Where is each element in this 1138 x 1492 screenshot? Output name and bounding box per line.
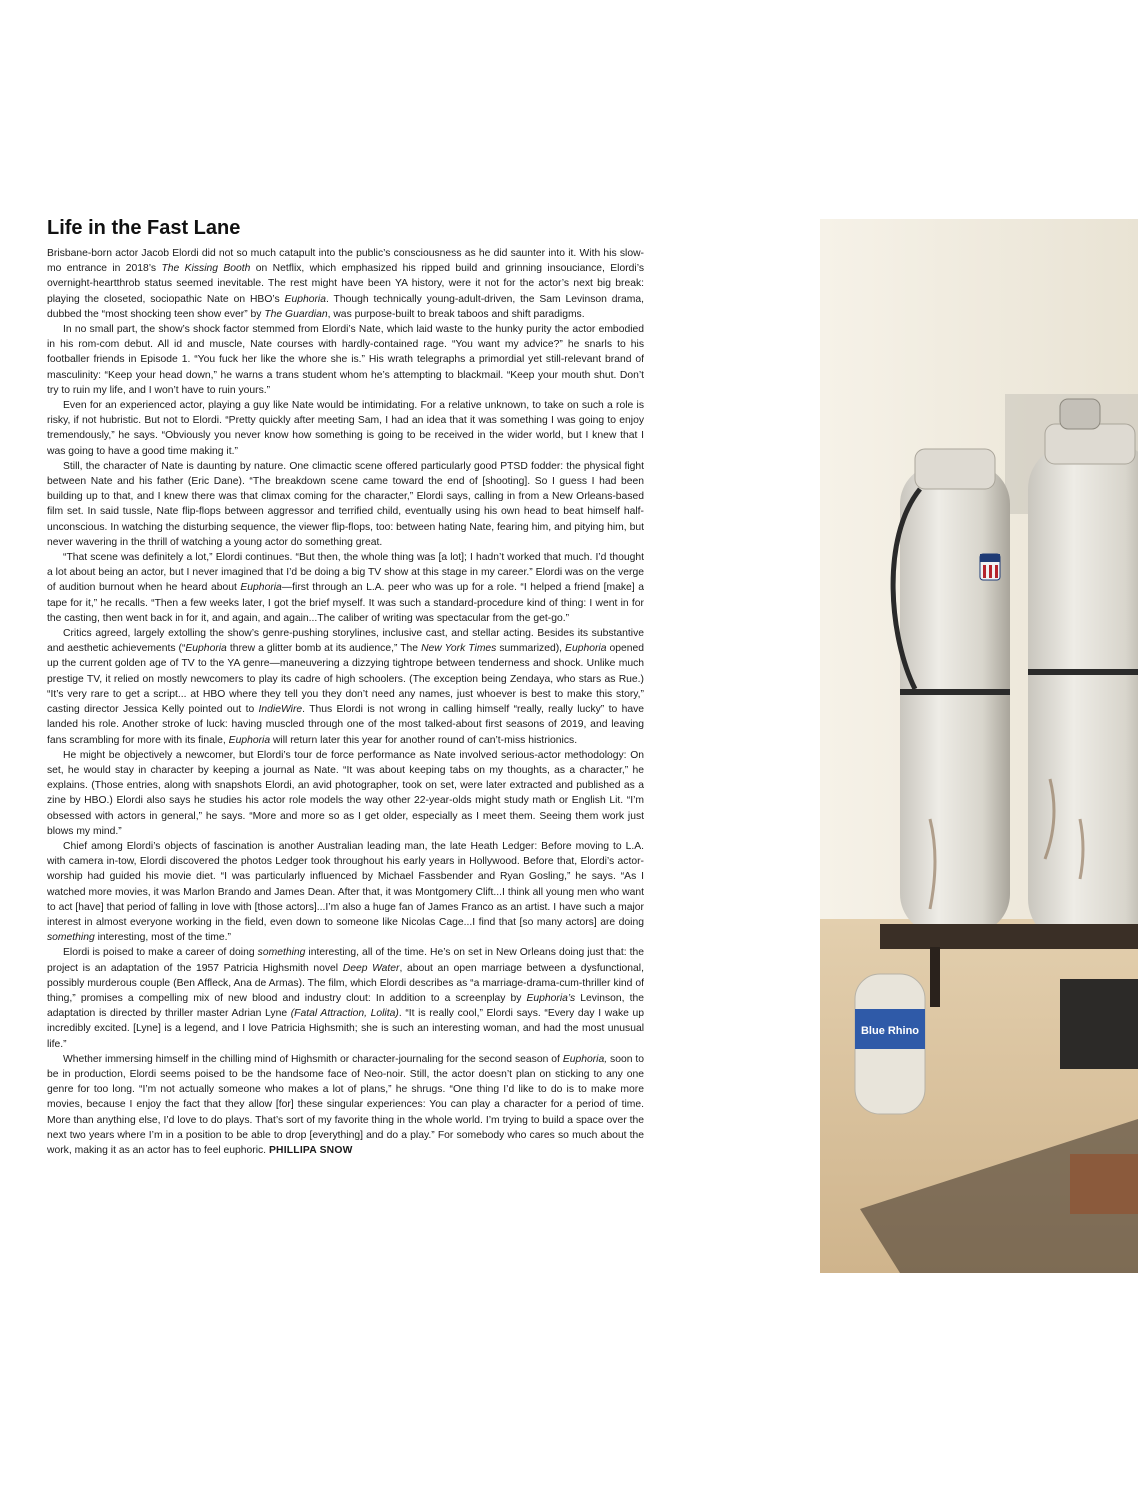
article-paragraph: [47, 626, 644, 748]
article-paragraph: [47, 748, 644, 839]
article-paragraph: [47, 322, 644, 398]
italic-text: New York Times: [421, 643, 497, 655]
paragraph-text: . “It is really cool,” Elordi says. “Every day I wake up incredibly excited. [Lyne] is a legend, and I love Patricia Highsmith; she is such an interesting woman, and had the most unusual life.”: [47, 1008, 645, 1050]
tank-rack: [880, 924, 1138, 949]
tank-left-body: [900, 464, 1010, 934]
hitch: [1060, 979, 1138, 1069]
paragraph-text: Still, the character of Nate is daunting by nature. One climactic scene offered particularly good PTSD fodder: the physical fight between Nate and his father (Eric Dane). “The breakdown scene came toward the end of [shooting]. So I guess I had been building up to that, and I knew there was that climax coming for the character,” Elordi says, calling in from a New Orleans-based film set. In said tussle, Nate flip-flops between aggressor and terrified child, eventually using his own head to beat himself half-unconscious. In watching the disturbing sequence, the viewer flip-flops, too: between hating Nate, fearing him, and pitying him, but never wavering in the thrill of watching a young actor do something great.: [47, 460, 644, 548]
blue-rhino-label: Blue Rhino: [860, 1025, 920, 1037]
article-paragraph: [47, 398, 644, 459]
italic-text: The Guardian: [264, 308, 328, 320]
italic-text: Euphoria,: [562, 1053, 608, 1065]
paragraph-text: . Though technically young-adult-driven, the Sam Levinson drama, dubbed the “most shocking teen show ever” by: [47, 293, 644, 320]
italic-text: Euphoria: [240, 582, 282, 594]
paragraph-text: opened up the current golden age of TV to the YA genre—maneuvering a dizzying tightrope between tenderness and shock. Unlike much prestige TV, it relied on mostly newcomers to play its cadre of high schoolers. (The exception being Zendaya, who stars as Rue.) “It’s very rare to get a script... at HBO where they tell you they don’t need any names, just whoever is best to make this story,” casting director Jessica Kelly pointed out to: [47, 643, 644, 716]
paragraph-text: Chief among Elordi’s objects of fascination is another Australian leading man, the late Heath Ledger: Before moving to L.A. with camera in-tow, Elordi discovered the photos Ledger took throughout his early years in Hollywood. Before that, Elordi’s actor-worship had guided his movie diet. “I was particularly influenced by Michael Fassbender and Ryan Gosling,” he says. “As I watched more movies, it was Marlon Brando and James Dean. After that, it was Montgomery Clift...I think all young men who want to act [have] that period of falling in love with [those actors]...I’m also a huge fan of James Franco as an artist. I have such a major interest in almost everyone working in the field, even down to someone like Nicolas Cage...I find that [so many actors] are doing: [47, 840, 644, 928]
tank-left-collar: [915, 449, 995, 489]
paragraph-text: —first through an L.A. peer who was up for a role. “I helped a friend [make] a tape for it,” he recalls. “Then a few weeks later, I got the brief myself. It was such a standard-procedure kind of thing: I went in for the casting, then went back in for it, and again, and again...The caliber of writing was spectacular from the get-go.”: [47, 582, 644, 624]
paragraph-text: on Netflix, which emphasized his ripped build and grinning insouciance, Elordi’s overnight-heartthrob status seemed inevitable. The rest might have been YA history, were it not for the actor’s next big break: playing the closeted, sociopathic Nate on HBO’s: [47, 263, 644, 305]
italic-text: Euphoria: [228, 734, 271, 746]
rack-leg: [930, 947, 940, 1007]
paragraph-text: Even for an experienced actor, playing a guy like Nate would be intimidating. For a relative unknown, to take on such a role is risky, if not hubristic. But not to Elordi. “Pretty quickly after meeting Sam, I had an idea that it was something I was going to enjoy tremendously,” he says. “Obviously you never know how something is going to be received in the wider world, but I knew that I was going to have a good time making it.”: [47, 400, 644, 457]
italic-text: Euphoria: [565, 643, 607, 655]
paragraph-text: , about an open marriage between a dysfunctional, possibly murderous couple (Ben Affleck, Ana de Armas). The film, which Elordi describes as “a marriage-drama-cum-thriller kind of thing,” promises a compelling mix of new blood and industry clout: In addition to a screenplay by: [47, 962, 644, 1004]
article-paragraph: [47, 945, 644, 1051]
italic-text: something: [47, 932, 95, 944]
paragraph-text: He might be objectively a newcomer, but Elordi’s tour de force performance as Nate involved serious-actor methodology: On set, he would stay in character by keeping a journal as Nate. “It was about keeping tabs on my thoughts, as a character,” he explains. (Those entries, along with snapshots Elordi, an avid photographer, took on set, were later extracted and published as a zine by HBO.) Elordi also says he studies his actor role models the way other 22-year-olds might study math or English Lit. “I’m obsessed with actors in general,” he says. “More and more so as I get older, especially as I meet them. Seeing them work just blows my mind.”: [47, 749, 644, 837]
paragraph-text: interesting, most of the time.”: [94, 932, 231, 944]
photo-propane-tanks: [820, 219, 1138, 1273]
article-paragraph: [47, 246, 644, 322]
paragraph-text: interesting, all of the time. He’s on set in New Orleans doing just that: the project is an adaptation of the 1957 Patricia Highsmith novel: [47, 947, 644, 974]
italic-text: Euphoria: [284, 293, 326, 305]
paragraph-text: Levinson, the adaptation is directed by thriller master Adrian Lyne: [47, 992, 645, 1020]
article-paragraph: [47, 459, 644, 550]
paragraph-text: soon to be in production, Elordi seems poised to be the handsome face of Neo-noir. Still, the actor doesn’t plan on sticking to any one genre for too long. “I’m not actually someone who makes a lot of plans,” he shrugs. “One thing I’d like to do is to make more movies, because I enjoy the fact that they allow [for] these singular experiences: You can play a character for a period of time. More than anything else, I’d love to do plays. That’s sort of my favorite thing in the whole world. I’m trying to build a space over the next two years where I’m in a position to be able to drop [everything] and do a play.” For somebody who cares so much about the work, making it as an actor has to feel euphoric.: [47, 1053, 644, 1156]
article-paragraph: [47, 550, 644, 626]
article-paragraph: [47, 1052, 644, 1158]
tank-right-collar: [1045, 424, 1135, 464]
article-body: [47, 246, 644, 1158]
italic-text: IndieWire: [258, 704, 303, 716]
italic-text: something: [257, 947, 306, 959]
paragraph-text: summarized),: [496, 643, 566, 655]
paragraph-text: Elordi is poised to make a career of doing: [63, 947, 258, 959]
italic-text: Euphoria: [185, 643, 227, 655]
strap-left: [900, 689, 1010, 695]
strap-right: [1028, 669, 1138, 675]
propane-tanks-illustration: [820, 219, 1138, 1273]
paragraph-text: Whether immersing himself in the chilling mind of Highsmith or character-journaling for the second season of: [63, 1053, 563, 1065]
italic-text: Deep Water: [342, 962, 400, 974]
paragraph-text: “That scene was definitely a lot,” Elordi continues. “But then, the whole thing was [a lot]; I hadn’t worked that much. I’d thought a lot about being an actor, but I never imagined that I’d be doing a big TV show at this stage in my career.” Elordi was on the verge of audition burnout when he heard about: [47, 552, 644, 594]
italic-text: (Fatal Attraction, Lolita): [290, 1008, 399, 1020]
article-paragraph: [47, 839, 644, 945]
paragraph-text: , was purpose-built to break taboos and shift paradigms.: [327, 308, 585, 320]
flag-decal: [980, 554, 1000, 580]
italic-text: The Kissing Booth: [161, 263, 251, 275]
paragraph-text: threw a glitter bomb at its audience,” The: [226, 643, 422, 655]
paragraph-text: . Thus Elordi is not wrong in calling himself “really, really lucky” to have landed his role. Another stroke of luck: having muscled through one of the most talked-about first seasons of 2019, and leaving fans scrambling for more with its finale,: [47, 704, 645, 746]
article: [47, 216, 644, 1158]
wood-block: [1070, 1154, 1138, 1214]
paragraph-text: In no small part, the show’s shock factor stemmed from Elordi’s Nate, which laid waste to the hunky purity the actor embodied in his rom-com debut. All id and muscle, Nate courses with hardly-contained rage. “You want my advice?” he snarls to his footballer friends in Episode 1. “You fuck her like the whore she is.” His wrath telegraphs a primordial yet still-relevant brand of masculinity: “Keep your head down,” he warns a trans student whom he’s attempting to blackmail. “Keep your mouth shut. Don’t try to ruin my life, and I won’t have to ruin yours.”: [47, 324, 644, 396]
author-byline: PHILLIPA SNOW: [268, 1144, 353, 1156]
paragraph-text: Critics agreed, largely extolling the show’s genre-pushing storylines, inclusive cast, and stellar acting. Besides its substantive and aesthetic achievements (“: [47, 628, 644, 655]
regulator: [1060, 399, 1100, 429]
paragraph-text: Brisbane-born actor Jacob Elordi did not so much catapult into the public’s consciousness as he did saunter into it. With his slow-mo entrance in 2018’s: [47, 248, 644, 275]
paragraph-text: will return later this year for another round of can’t-miss histrionics.: [270, 734, 578, 746]
article-headline: Life in the Fast Lane: [47, 217, 241, 239]
italic-text: Euphoria’s: [526, 992, 576, 1004]
